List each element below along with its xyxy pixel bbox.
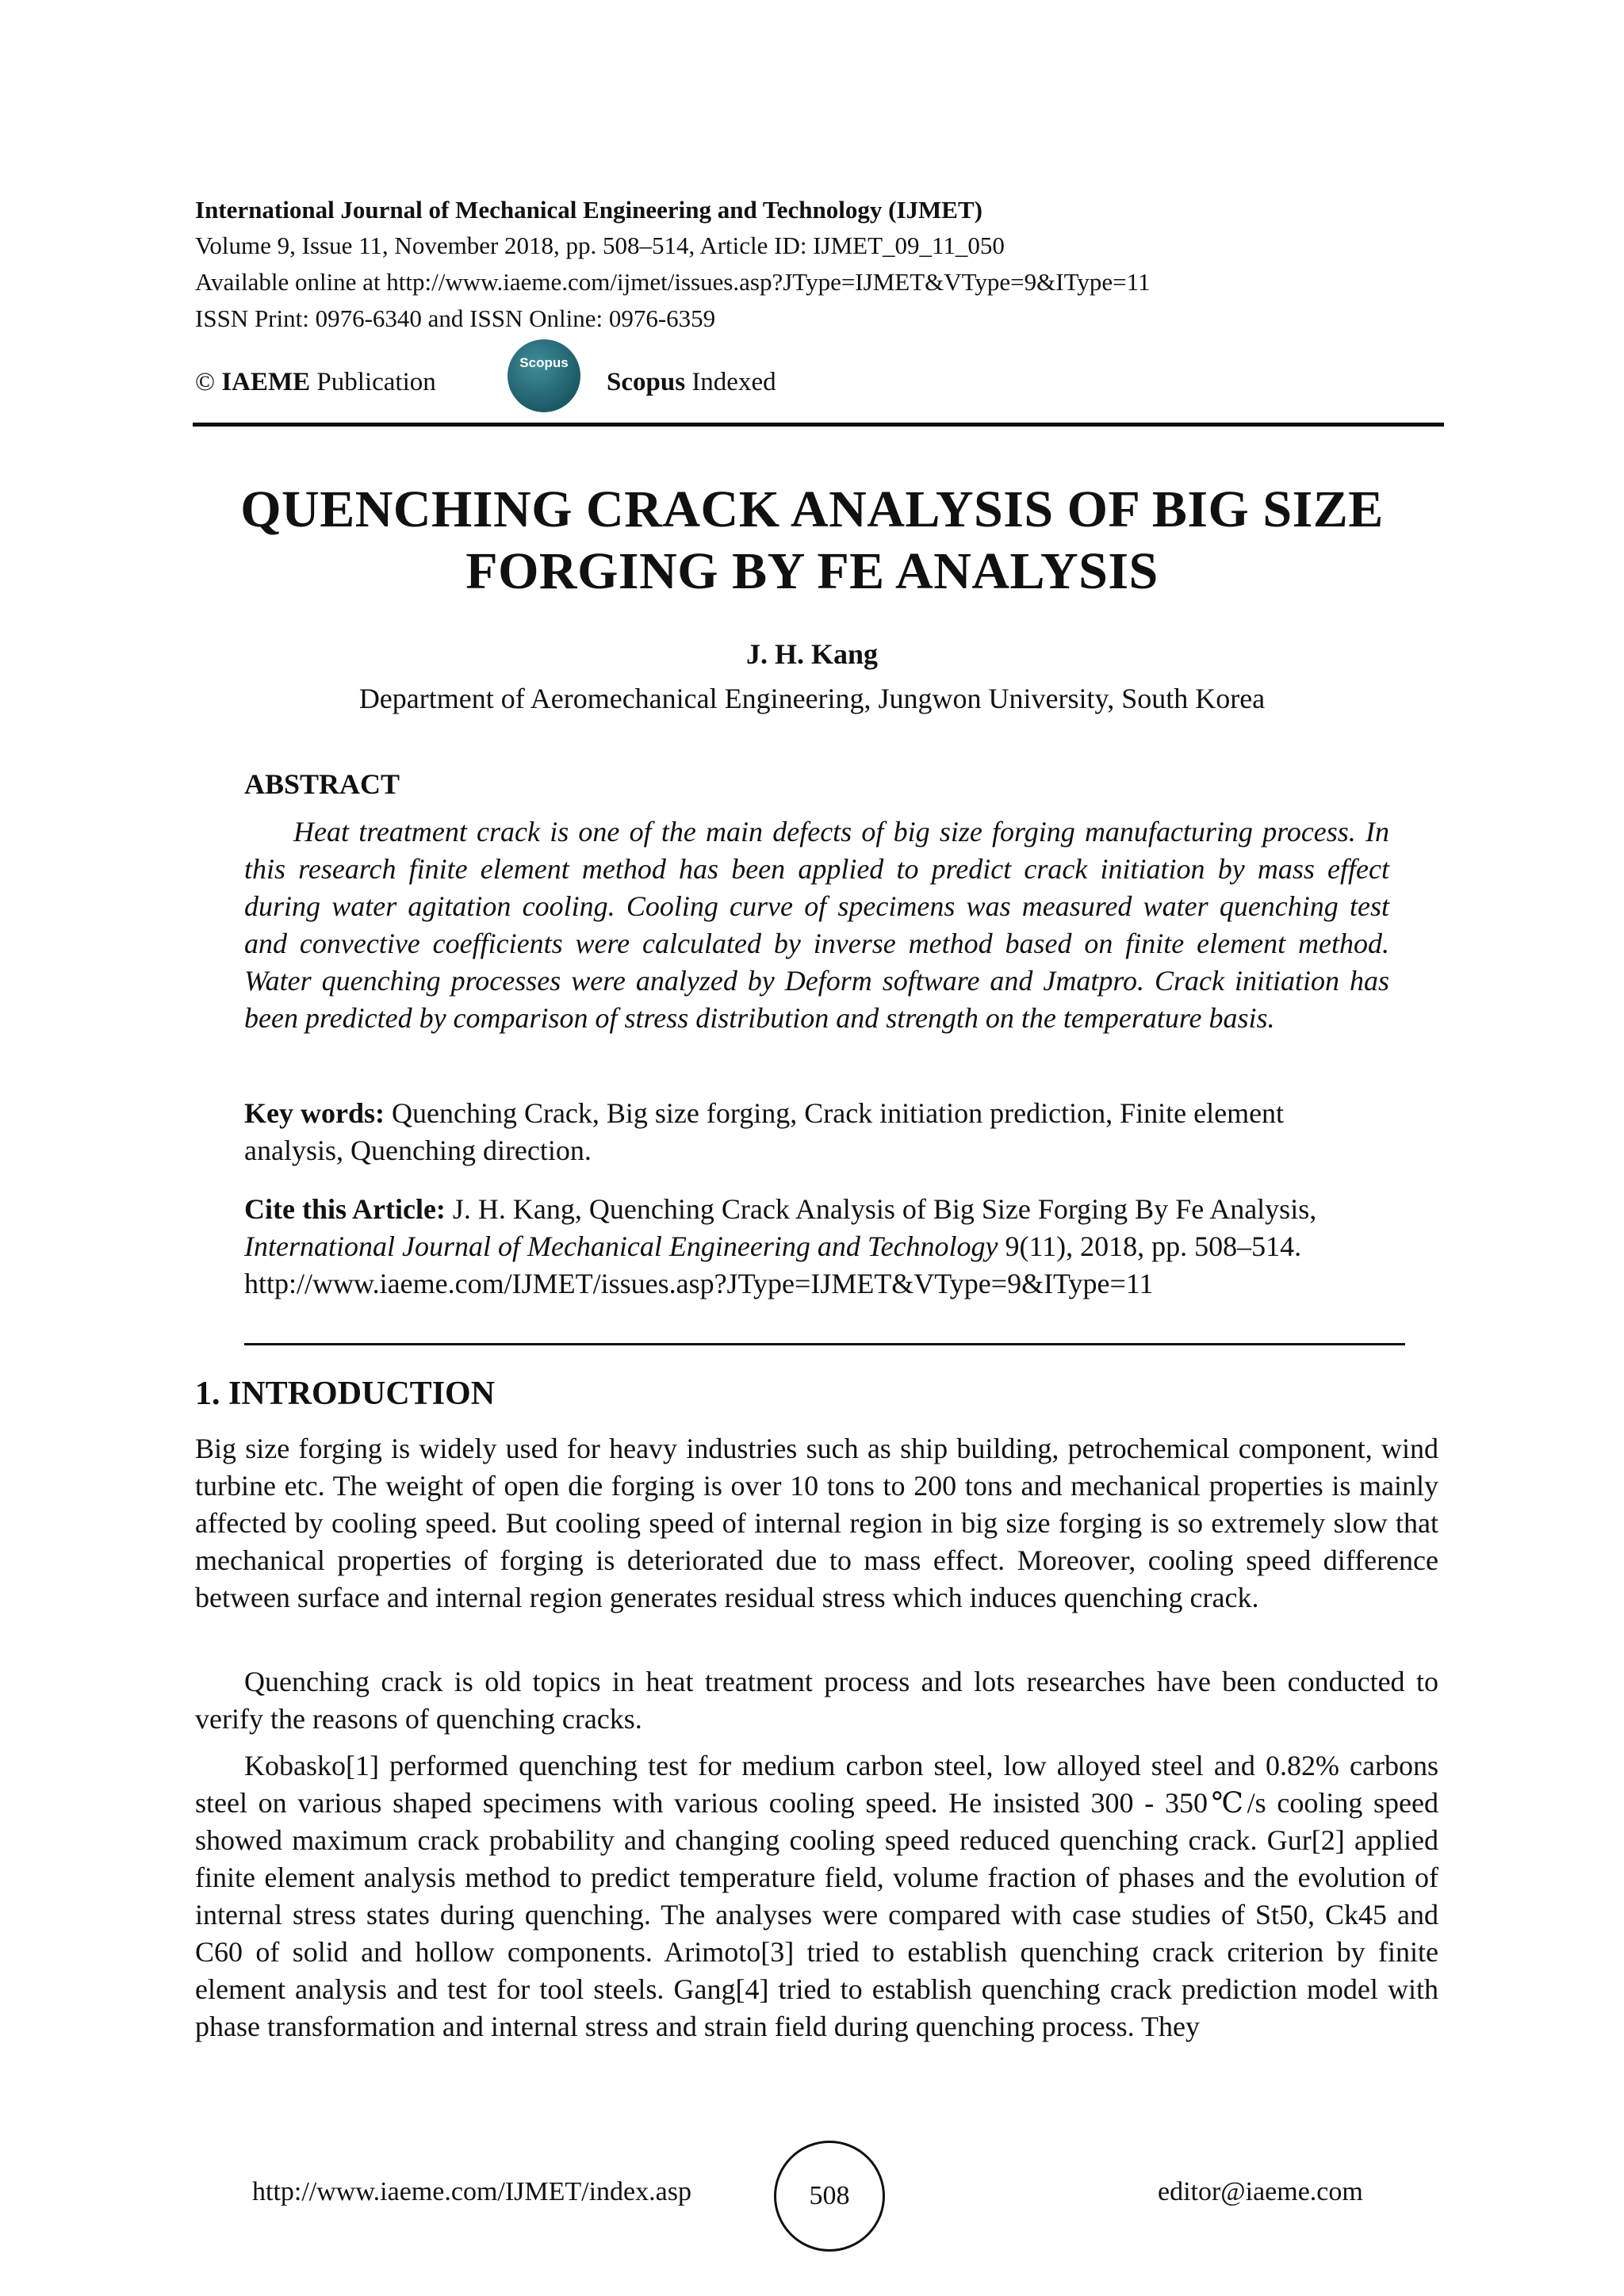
section-heading-introduction: 1. INTRODUCTION bbox=[195, 1376, 496, 1412]
copyright-symbol: © bbox=[195, 368, 216, 396]
author-name: J. H. Kang bbox=[745, 638, 879, 670]
cite-journal: International Journal of Mechanical Engineering and Technology bbox=[244, 1230, 998, 1262]
scopus-logo-icon: Scopus bbox=[508, 339, 580, 412]
abstract-divider bbox=[244, 1343, 1405, 1345]
intro-paragraph-2: Quenching crack is old topics in heat treatment process and lots researches have been conducted to verify the reasons of quenching cracks. bbox=[195, 1666, 1438, 1735]
publisher-line bbox=[195, 368, 436, 397]
publisher-name: IAEME bbox=[221, 368, 311, 396]
paper-title bbox=[159, 479, 1465, 603]
availability-url[interactable]: Available online at http://www.iaeme.com/ijmet/issues.asp?JType=IJMET&VType=9&IType=11 bbox=[195, 268, 1151, 296]
abstract-text: Heat treatment crack is one of the main defects of big size forging manufacturing process. In this research finite element method has been applied to predict crack initiation by mass effect during water agitation cooling. Cooling curve of specimens was measured water quenching test and convective coefficients were calculated by inverse method based on finite element method. Water quenching processes were analyzed by Deform software and Jmatpro. Crack initiation has been predicted by comparison of stress distribution and strength on the temperature basis. bbox=[244, 816, 1389, 1034]
intro-paragraph-3: Kobasko[1] performed quenching test for medium carbon steel, low alloyed steel and 0.82% carbons steel on various shaped specimens with various cooling speed. He insisted 300 - 350℃/s cooling speed showed maximum crack probability and changing cooling speed reduced quenching crack. Gur[2] applied finite element analysis method to predict temperature field, volume fraction of phases and the evolution of internal stress states during quenching. The analyses were compared with case studies of St50, Ck45 and C60 of solid and hollow components. Arimoto[3] tried to establish quenching crack criterion by finite element analysis and test for tool steels. Gang[4] tried to establish quenching crack prediction model with phase transformation and internal stress and strain field during quenching process. They bbox=[195, 1750, 1438, 2042]
abstract-heading: ABSTRACT bbox=[244, 768, 400, 800]
title-line-2: FORGING BY FE ANALYSIS bbox=[465, 542, 1159, 600]
citation: Cite this Article: J. H. Kang, Quenching Crack Analysis of Big Size Forging By Fe Analysis, International Journal of Mechanical Engineering and Technology 9(11), 2018, pp. 508–514. http://www.iaeme.com/IJMET/issues.asp?JType=IJMET&VType=9&IType=11 bbox=[244, 1191, 1389, 1303]
intro-paragraph-1: Big size forging is widely used for heavy industries such as ship building, petrochemical component, wind turbine etc. The weight of open die forging is over 10 tons to 200 tons and mechanical properties is mainly affected by cooling speed. But cooling speed of internal region in big size forging is so extremely slow that mechanical properties of forging is deteriorated due to mass effect. Moreover, cooling speed difference between surface and internal region generates residual stress which induces quenching crack. bbox=[195, 1433, 1438, 1613]
cite-url-link[interactable]: http://www.iaeme.com/IJMET/issues.asp?JType=IJMET&VType=9&IType=11 bbox=[244, 1268, 1154, 1299]
keywords-list: Quenching Crack, Big size forging, Crack initiation prediction, Finite element analysis, Quenching direction. bbox=[244, 1097, 1285, 1166]
issn-info: ISSN Print: 0976-6340 and ISSN Online: 0976-6359 bbox=[195, 304, 716, 332]
page-number: 508 bbox=[774, 2141, 885, 2252]
keywords bbox=[244, 1095, 1389, 1169]
scopus-indexed: Scopus Indexed bbox=[607, 368, 776, 396]
header-divider bbox=[193, 423, 1444, 427]
keywords-label: Key words: bbox=[244, 1097, 385, 1129]
publisher-suffix: Publication bbox=[316, 368, 436, 396]
footer-url-link[interactable]: http://www.iaeme.com/IJMET/index.asp bbox=[252, 2177, 691, 2206]
cite-label: Cite this Article: bbox=[244, 1193, 446, 1225]
footer-email-link[interactable]: editor@iaeme.com bbox=[1158, 2177, 1363, 2206]
journal-name: International Journal of Mechanical Engineering and Technology (IJMET) bbox=[195, 196, 982, 224]
volume-info: Volume 9, Issue 11, November 2018, pp. 508–514, Article ID: IJMET_09_11_050 bbox=[195, 232, 1005, 259]
author-affiliation: Department of Aeromechanical Engineering, Jungwon University, South Korea bbox=[358, 683, 1266, 714]
title-line-1: QUENCHING CRACK ANALYSIS OF BIG SIZE bbox=[240, 480, 1384, 538]
